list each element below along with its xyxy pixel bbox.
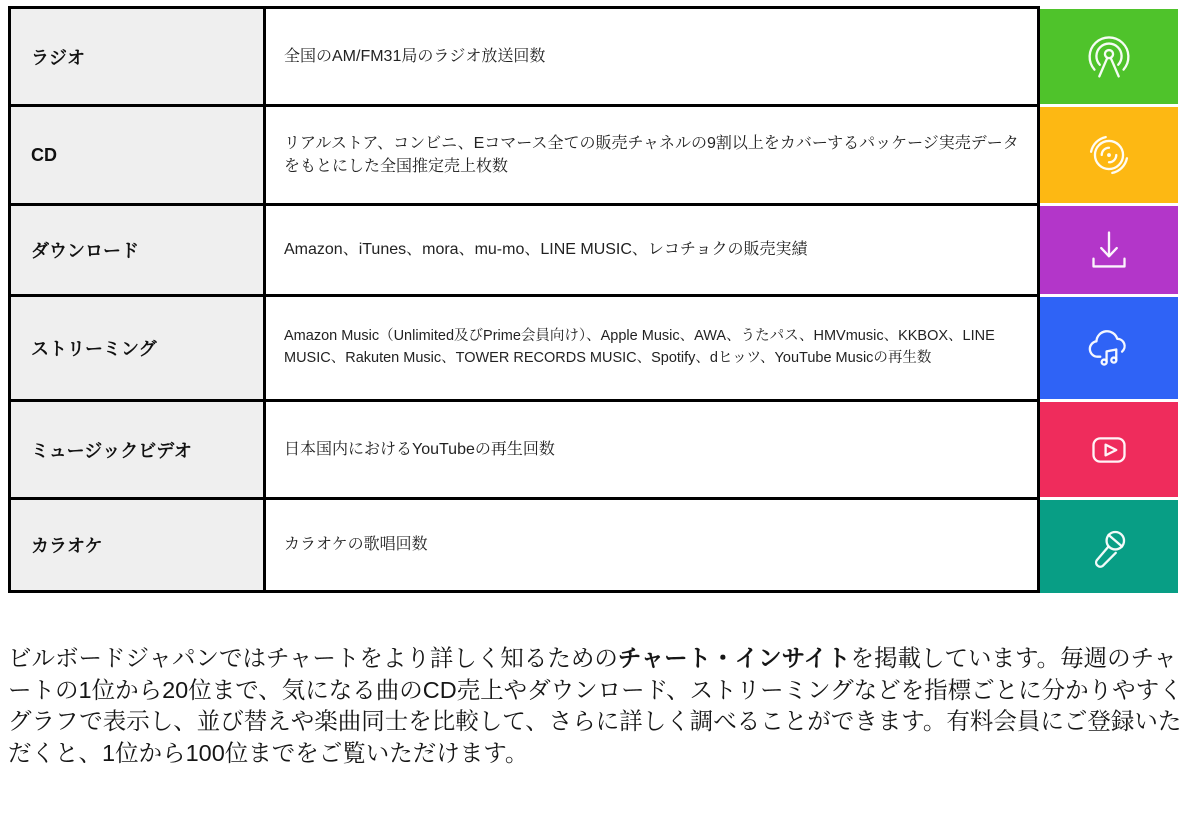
metric-description: Amazon Music（Unlimited及びPrime会員向け）、Apple Music、AWA、うたパス、HMVmusic、KKBOX、LINE MUSIC、Rakuten Music、TOWER RECORDS MUSIC、Spotify、dヒッツ、YouTube Musicの再生数 <box>263 294 1040 399</box>
metric-icon-cell <box>1040 497 1178 593</box>
paragraph-text-before: ビルボードジャパンではチャートをより詳しく知るための <box>8 645 618 671</box>
metric-description: 全国のAM/FM31局のラジオ放送回数 <box>263 6 1040 104</box>
chart-insight-paragraph <box>8 643 1192 769</box>
metric-label: ダウンロード <box>8 203 263 294</box>
table-row-music-video <box>8 399 1178 497</box>
chart-insight-bold-text: チャート・インサイト <box>617 645 851 671</box>
metric-icon-cell <box>1040 203 1178 294</box>
metric-label: CD <box>8 104 263 203</box>
download-icon <box>1078 219 1140 281</box>
metric-label: カラオケ <box>8 497 263 593</box>
cloud-music-icon <box>1078 317 1140 379</box>
cd-icon <box>1078 124 1140 186</box>
metric-description: 日本国内におけるYouTubeの再生回数 <box>263 399 1040 497</box>
metric-icon-cell <box>1040 294 1178 399</box>
metric-label: ストリーミング <box>8 294 263 399</box>
metric-description: カラオケの歌唱回数 <box>263 497 1040 593</box>
broadcast-icon <box>1078 26 1140 88</box>
table-row-karaoke <box>8 497 1178 593</box>
table-row-cd <box>8 104 1178 203</box>
play-video-icon <box>1078 419 1140 481</box>
chart-metrics-table <box>8 6 1178 593</box>
paragraph-text-after: を掲載しています。毎週のチャートの1位から20位まで、気になる曲のCD売上やダウンロード、ストリーミングなどを指標ごとに分かりやすくグラフで表示し、並び替えや楽曲同士を比較して、さらに詳しく調べることができます。有料会員にご登録いただくと、1位から100位までをご覧いただけます。 <box>8 645 1183 766</box>
metric-icon-cell <box>1040 104 1178 203</box>
metric-icon-cell <box>1040 6 1178 104</box>
metric-icon-cell <box>1040 399 1178 497</box>
metric-label: ラジオ <box>8 6 263 104</box>
metric-description: Amazon、iTunes、mora、mu-mo、LINE MUSIC、レコチョクの販売実績 <box>263 203 1040 294</box>
metric-label: ミュージックビデオ <box>8 399 263 497</box>
microphone-icon <box>1078 516 1140 578</box>
table-row-download <box>8 203 1178 294</box>
table-row-streaming <box>8 294 1178 399</box>
table-row-radio <box>8 6 1178 104</box>
metric-description: リアルストア、コンビニ、Eコマース全ての販売チャネルの9割以上をカバーするパッケージ実売データをもとにした全国推定売上枚数 <box>263 104 1040 203</box>
